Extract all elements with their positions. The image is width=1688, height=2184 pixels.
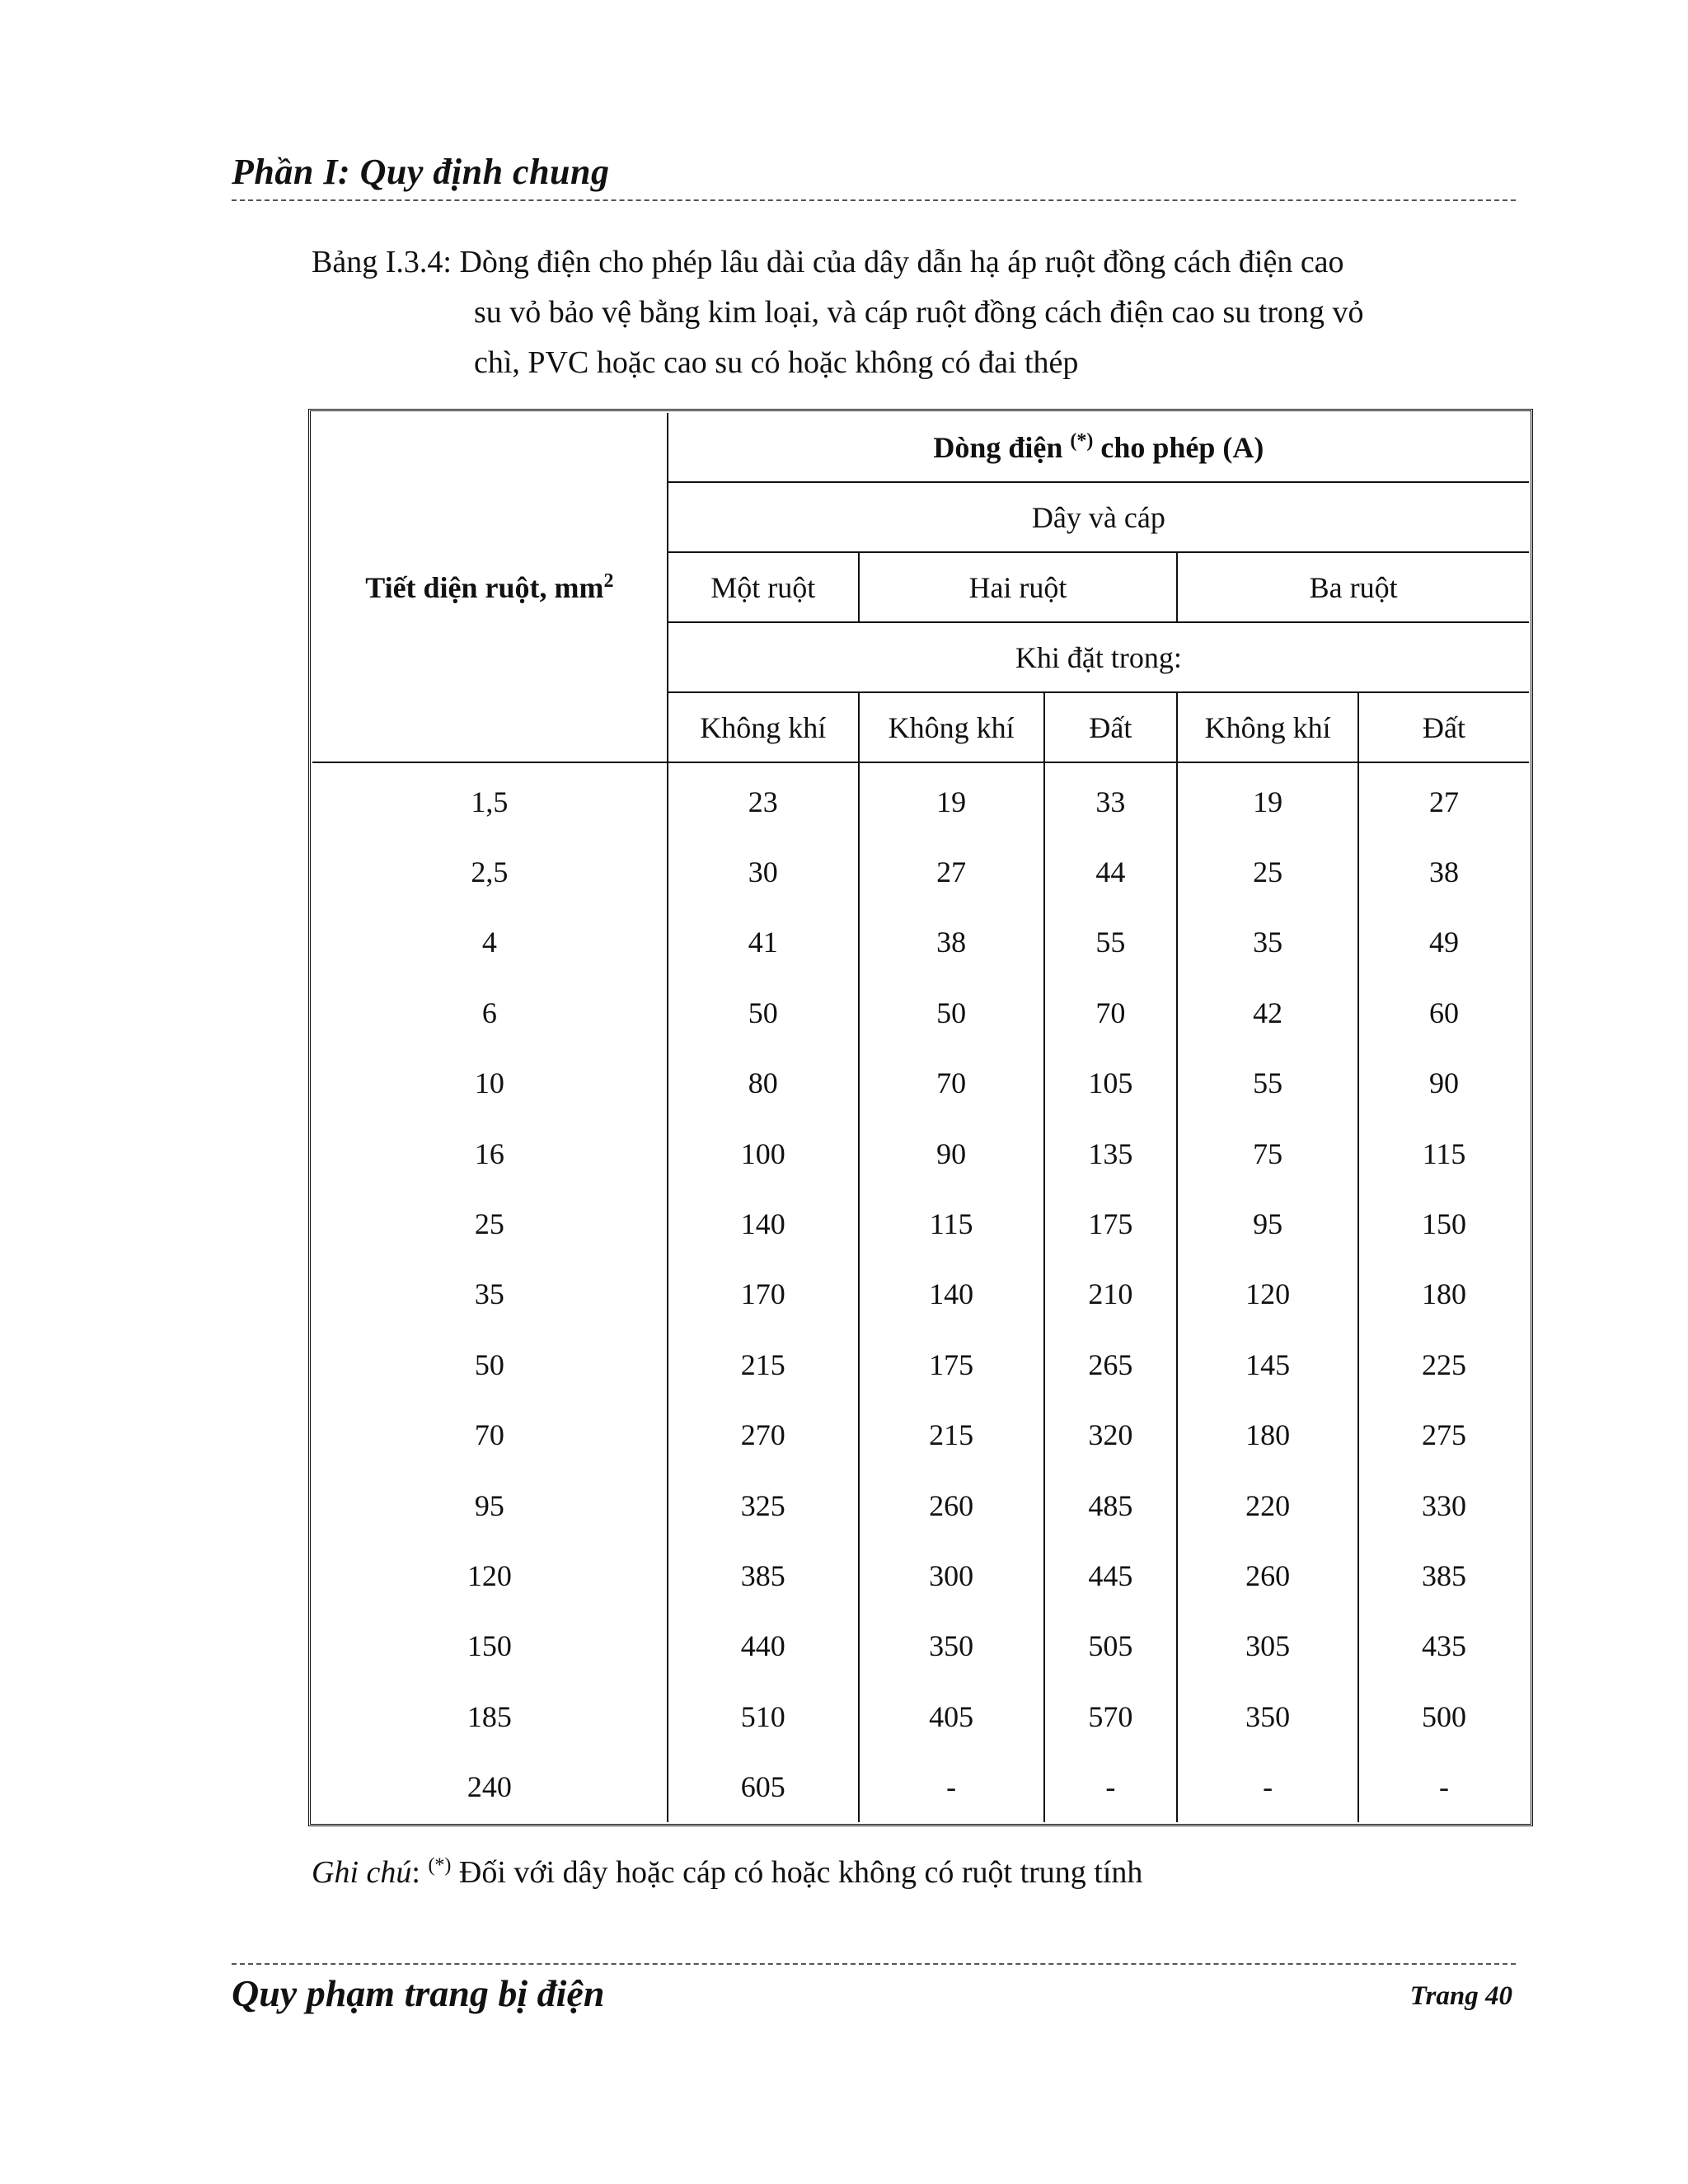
- cross-section-cell: 240: [467, 1770, 512, 1804]
- current-value-cell: 275: [1358, 1400, 1529, 1470]
- current-value-cell: 33: [1044, 762, 1178, 837]
- caption-line-3: chì, PVC hoặc cao su có hoặc không có đai thép: [474, 345, 1079, 380]
- note-text: Đối với dây hoặc cáp có hoặc không có ruột trung tính: [451, 1855, 1143, 1890]
- current-value-cell: 330: [1358, 1470, 1529, 1540]
- current-value-cell: -: [859, 1751, 1044, 1821]
- current-value-cell: 445: [1044, 1540, 1178, 1610]
- table-row: [312, 837, 1529, 907]
- medium-header: Đất: [1358, 692, 1529, 762]
- current-value-cell: -: [1177, 1751, 1358, 1821]
- current-value-cell: 44: [1044, 837, 1178, 907]
- current-value-cell: 115: [859, 1188, 1044, 1258]
- current-value-cell: 505: [1044, 1611, 1178, 1681]
- caption-line-1: Dòng điện cho phép lâu dài của dây dẫn hạ áp ruột đồng cách điện cao: [459, 245, 1344, 279]
- cross-section-cell: 185: [467, 1699, 512, 1733]
- current-value-cell: 300: [859, 1540, 1044, 1610]
- current-value-cell: -: [1358, 1751, 1529, 1821]
- current-value-cell: 220: [1177, 1470, 1358, 1540]
- footer-title: Quy phạm trang bị điện: [232, 1972, 605, 2014]
- current-value-cell: 180: [1177, 1400, 1358, 1470]
- current-value-cell: 135: [1044, 1118, 1178, 1188]
- cross-section-cell: 1,5: [471, 785, 509, 818]
- table-row: [312, 1048, 1529, 1118]
- stub-header-label: Tiết diện ruột, mm: [365, 570, 604, 604]
- current-value-cell: 605: [668, 1751, 859, 1821]
- current-value-cell: 385: [668, 1540, 859, 1610]
- current-value-cell: 41: [668, 907, 859, 977]
- current-value-cell: 140: [859, 1259, 1044, 1329]
- cross-section-cell: 25: [474, 1207, 504, 1241]
- current-value-cell: 42: [1177, 977, 1358, 1047]
- current-value-cell: 90: [859, 1118, 1044, 1188]
- stub-header-superscript: 2: [603, 569, 614, 592]
- table-row: [312, 977, 1529, 1047]
- current-value-cell: 23: [668, 762, 859, 837]
- medium-header: Không khí: [1177, 692, 1358, 762]
- table-row: [312, 1540, 1529, 1610]
- medium-header: Không khí: [668, 692, 859, 762]
- current-value-cell: 485: [1044, 1470, 1178, 1540]
- current-value-cell: 49: [1358, 907, 1529, 977]
- table-row: [312, 1611, 1529, 1681]
- current-value-cell: 38: [859, 907, 1044, 977]
- current-value-cell: 90: [1358, 1048, 1529, 1118]
- footer-divider: [232, 1963, 1516, 1965]
- header-divider: [232, 199, 1516, 201]
- table-note: Ghi chú: (*) Đối với dây hoặc cáp có hoặc không có ruột trung tính: [312, 1854, 1143, 1890]
- core-header-one: Một ruột: [668, 552, 859, 622]
- current-value-cell: 260: [859, 1470, 1044, 1540]
- table-body: [312, 762, 1529, 1822]
- table-row: [312, 1751, 1529, 1821]
- current-header-superscript: (*): [1070, 429, 1094, 452]
- table-row: [312, 1470, 1529, 1540]
- current-value-cell: 570: [1044, 1681, 1178, 1751]
- note-superscript: (*): [428, 1854, 452, 1877]
- current-value-cell: 405: [859, 1681, 1044, 1751]
- current-value-cell: 385: [1358, 1540, 1529, 1610]
- current-value-cell: 270: [668, 1400, 859, 1470]
- current-value-cell: 350: [1177, 1681, 1358, 1751]
- current-value-cell: 60: [1358, 977, 1529, 1047]
- current-value-cell: 170: [668, 1259, 859, 1329]
- table-row: [312, 1681, 1529, 1751]
- ampacity-table-frame: [308, 409, 1533, 1826]
- cross-section-cell: 150: [467, 1629, 512, 1663]
- current-value-cell: 70: [859, 1048, 1044, 1118]
- caption-first-line: [312, 237, 1512, 288]
- table-row: [312, 1118, 1529, 1188]
- current-value-cell: 325: [668, 1470, 859, 1540]
- cross-section-cell: 6: [481, 996, 497, 1029]
- current-value-cell: 500: [1358, 1681, 1529, 1751]
- current-value-cell: 95: [1177, 1188, 1358, 1258]
- current-value-cell: 305: [1177, 1611, 1358, 1681]
- note-label: Ghi chú: [312, 1855, 412, 1890]
- core-header-three: Ba ruột: [1177, 552, 1529, 622]
- current-value-cell: 225: [1358, 1329, 1529, 1399]
- table-header: [312, 413, 1529, 762]
- current-value-cell: 19: [859, 762, 1044, 837]
- current-value-cell: 440: [668, 1611, 859, 1681]
- caption-line-2: su vỏ bảo vệ bằng kim loại, và cáp ruột đồng cách điện cao su trong vỏ: [474, 295, 1364, 330]
- page-number: Trang 40: [1409, 1981, 1512, 2011]
- current-value-cell: 150: [1358, 1188, 1529, 1258]
- current-value-cell: 19: [1177, 762, 1358, 837]
- cross-section-cell: 120: [467, 1558, 512, 1592]
- cross-section-cell: 4: [481, 926, 497, 959]
- stub-header-cell: [312, 413, 668, 762]
- cross-section-cell: 16: [474, 1137, 504, 1170]
- current-value-cell: 50: [859, 977, 1044, 1047]
- current-value-cell: 55: [1044, 907, 1178, 977]
- current-header-pre: Dòng điện: [933, 430, 1071, 464]
- table-caption: [312, 237, 1512, 388]
- current-value-cell: 30: [668, 837, 859, 907]
- table-row: [312, 1188, 1529, 1258]
- group-header-cell: Dây và cáp: [668, 482, 1529, 552]
- cross-section-cell: 70: [474, 1418, 504, 1452]
- current-value-cell: 265: [1044, 1329, 1178, 1399]
- current-value-cell: 38: [1358, 837, 1529, 907]
- current-value-cell: -: [1044, 1751, 1178, 1821]
- current-value-cell: 140: [668, 1188, 859, 1258]
- current-value-cell: 55: [1177, 1048, 1358, 1118]
- core-header-two: Hai ruột: [859, 552, 1178, 622]
- current-value-cell: 70: [1044, 977, 1178, 1047]
- current-value-cell: 260: [1177, 1540, 1358, 1610]
- current-value-cell: 25: [1177, 837, 1358, 907]
- current-value-cell: 115: [1358, 1118, 1529, 1188]
- table-row: [312, 1259, 1529, 1329]
- current-value-cell: 35: [1177, 907, 1358, 977]
- current-header-post: cho phép (A): [1093, 430, 1264, 464]
- current-value-cell: 50: [668, 977, 859, 1047]
- current-value-cell: 120: [1177, 1259, 1358, 1329]
- current-value-cell: 100: [668, 1118, 859, 1188]
- caption-label: Bảng I.3.4:: [312, 245, 452, 279]
- current-value-cell: 105: [1044, 1048, 1178, 1118]
- current-value-cell: 75: [1177, 1118, 1358, 1188]
- cross-section-cell: 2,5: [471, 855, 509, 889]
- current-value-cell: 175: [1044, 1188, 1178, 1258]
- placement-header-cell: Khi đặt trong:: [668, 622, 1529, 692]
- cross-section-cell: 10: [474, 1066, 504, 1100]
- table-row: [312, 1329, 1529, 1399]
- ampacity-table: [312, 413, 1529, 1822]
- medium-header: Không khí: [859, 692, 1044, 762]
- current-value-cell: 210: [1044, 1259, 1178, 1329]
- current-value-cell: 175: [859, 1329, 1044, 1399]
- table-row: [312, 762, 1529, 837]
- current-value-cell: 215: [859, 1400, 1044, 1470]
- table-row: [312, 1400, 1529, 1470]
- current-value-cell: 80: [668, 1048, 859, 1118]
- current-value-cell: 145: [1177, 1329, 1358, 1399]
- current-value-cell: 27: [1358, 762, 1529, 837]
- current-header-cell: [668, 413, 1529, 482]
- current-value-cell: 435: [1358, 1611, 1529, 1681]
- current-value-cell: 510: [668, 1681, 859, 1751]
- current-value-cell: 350: [859, 1611, 1044, 1681]
- cross-section-cell: 95: [474, 1488, 504, 1522]
- current-value-cell: 215: [668, 1329, 859, 1399]
- table-row: [312, 907, 1529, 977]
- cross-section-cell: 50: [474, 1347, 504, 1381]
- current-value-cell: 180: [1358, 1259, 1529, 1329]
- current-value-cell: 320: [1044, 1400, 1178, 1470]
- medium-header: Đất: [1044, 692, 1178, 762]
- cross-section-cell: 35: [474, 1277, 504, 1311]
- page-header-title: Phần I: Quy định chung: [232, 152, 610, 192]
- current-value-cell: 27: [859, 837, 1044, 907]
